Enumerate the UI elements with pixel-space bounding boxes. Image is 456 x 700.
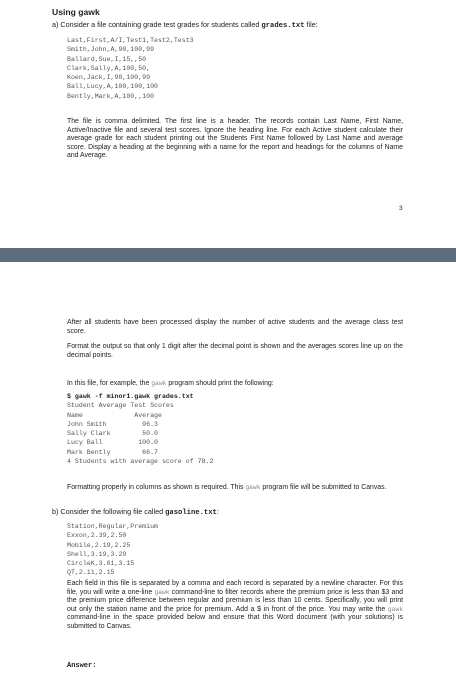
- example-prefix: In this file, for example, the: [67, 380, 150, 387]
- gas-line: Shell,3.19,3.29: [67, 550, 127, 558]
- output-line: 4 Students with average score of 78.2: [67, 458, 214, 466]
- gas-line: Exxon,2.39,2.50: [67, 532, 127, 540]
- output-line: Student Average Test Scores: [67, 402, 174, 410]
- answer-label: Answer:: [67, 662, 97, 670]
- grades-line: Koen,Jack,I,90,100,99: [67, 74, 151, 82]
- after-all-paragraph: After all students have been processed display the number of active students and the average class test score.: [67, 319, 403, 335]
- question-b-line: [52, 507, 219, 518]
- section-heading: Using gawk: [52, 7, 100, 17]
- after-all-block: [67, 319, 403, 336]
- grades-line: Ballard,Sue,I,15,,50: [67, 55, 147, 63]
- example-output-block: [67, 392, 419, 466]
- description-paragraph: The file is comma delimited. The first line is a header. The records contain Last Name, First Name, Active/Inactive file and several test scores. Ignore the heading line. For each Active student calculate their average grade for each student printing out the Students First Name followed by Last Name and average score. Display a heading at the beginning with a name for the report and headings for the columns of Name and Average.: [67, 118, 403, 160]
- each-field-part3: command-line in the space provided below and ensure that this Word document (with your solutions) is submitted to Canvas.: [67, 614, 403, 630]
- example-intro: [67, 380, 403, 389]
- each-field-gawk-inline-2: gawk: [387, 605, 404, 613]
- formatting-prefix: Formatting properly in columns as shown is required. This: [67, 484, 244, 491]
- example-suffix: program should print the following:: [168, 380, 274, 387]
- question-b-label: b): [52, 507, 59, 516]
- question-a-line: [52, 20, 318, 31]
- page-divider: [0, 248, 456, 262]
- formatting-suffix: program file will be submitted to Canvas.: [262, 484, 387, 491]
- format-note-block: [67, 343, 403, 360]
- format-note-paragraph: Format the output so that only 1 digit after the decimal point is shown and the averages scores line up on the decimal points.: [67, 343, 403, 359]
- grades-line: Clark,Sally,A,100,50,: [67, 64, 151, 72]
- page-number: 3: [399, 205, 403, 212]
- command-line: $ gawk -f minor1.gawk grades.txt: [67, 393, 194, 400]
- each-field-part2: command-line to filter records where the premium price is less than $3 and the premium price difference between regular and premium is less than 10 cents. Specifically, you will print out only the station name and the price for premium. Add a $ in front of the price. You may write the: [67, 588, 403, 613]
- question-a-filename: grades.txt: [261, 22, 305, 30]
- description-block: [67, 118, 403, 161]
- question-b-filename: gasoline.txt: [165, 509, 217, 517]
- gas-line: CircleK,3.01,3.15: [67, 560, 135, 568]
- document-page-1: [0, 0, 456, 248]
- grades-line: Ball,Lucy,A,100,100,100: [67, 83, 159, 91]
- grades-file-listing: [67, 36, 419, 101]
- gasoline-file-listing: [67, 522, 419, 578]
- grades-line: Smith,John,A,90,100,99: [67, 46, 155, 54]
- question-b-suffix: :: [216, 507, 219, 516]
- formatting-gawk-inline: gawk: [245, 484, 261, 491]
- gas-line: Station,Regular,Premium: [67, 523, 159, 530]
- output-line: Lucy Ball 100.0: [67, 439, 159, 447]
- document-page-2: [0, 262, 456, 700]
- example-gawk-inline: gawk: [151, 380, 167, 387]
- grades-line: Last,First,A/I,Test1,Test2,Test3: [67, 37, 194, 44]
- question-a-text: Consider a file containing grade test grades for students called: [60, 20, 260, 29]
- gas-line: QT,2.11,2.15: [67, 569, 115, 577]
- output-line: John Smith 96.3: [67, 420, 159, 428]
- output-line: Name Average: [67, 411, 162, 419]
- each-field-gawk-inline-1: gawk: [154, 588, 170, 596]
- question-a-suffix: file:: [306, 20, 318, 29]
- output-line: Mark Bently 66.7: [67, 448, 159, 456]
- output-line: Sally Clark 50.0: [67, 430, 159, 438]
- formatting-block: [67, 484, 403, 493]
- each-field-block: [67, 580, 403, 632]
- gas-line: Mobile,2.19,2.25: [67, 541, 131, 549]
- question-a-label: a): [52, 20, 59, 29]
- question-b-text: Consider the following file called: [60, 507, 164, 516]
- grades-line: Bently,Mark,A,100,,100: [67, 92, 155, 100]
- each-field-part1: Each field in this file is separated by a comma and each record is separated by a newline character. For this file, you will write a one-line: [67, 580, 403, 596]
